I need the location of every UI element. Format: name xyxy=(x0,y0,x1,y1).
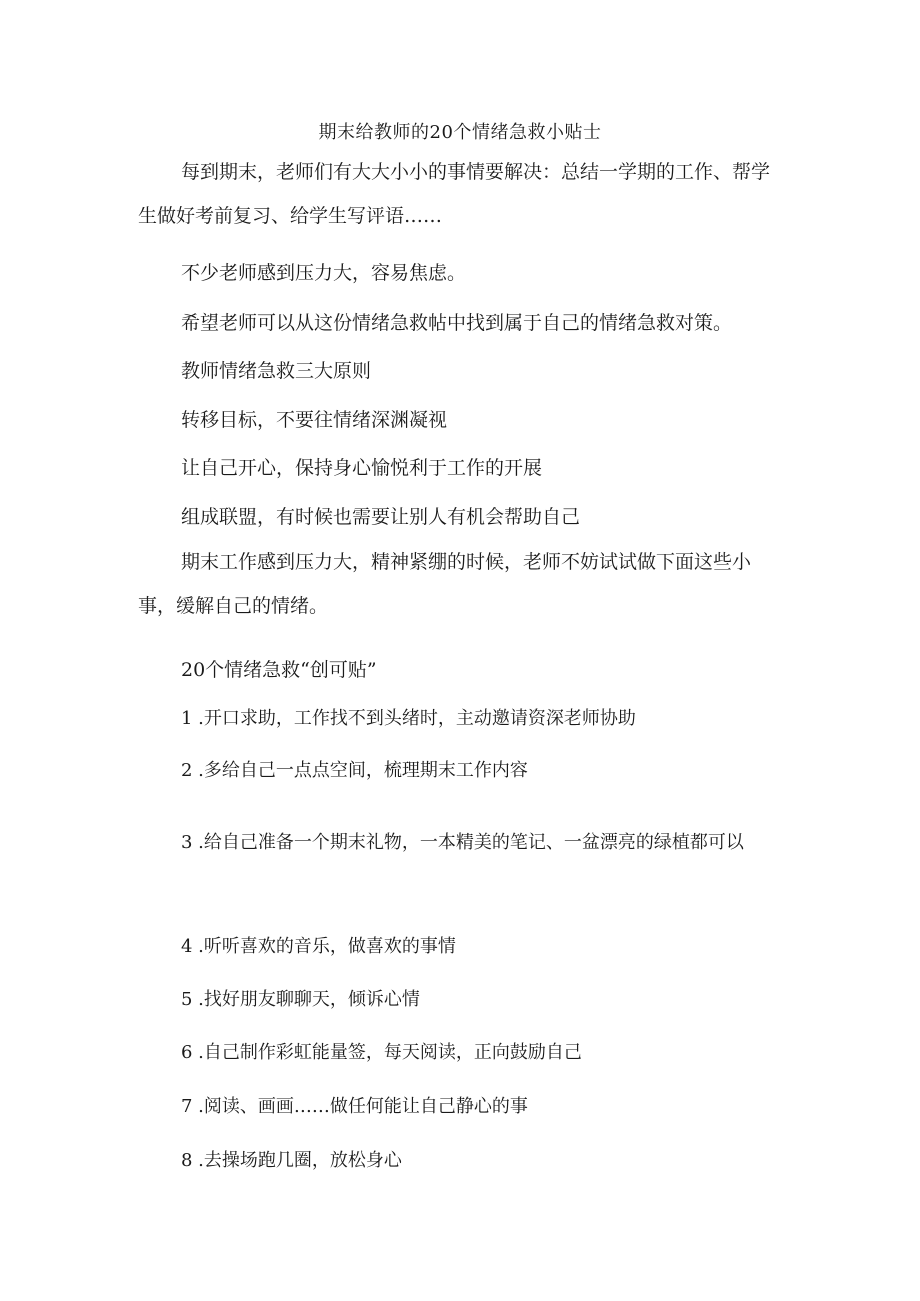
principle-item: 转移目标，不要往情绪深渊凝视 xyxy=(181,409,448,431)
tip-item: 1 .开口求助，工作找不到头绪时，主动邀请资深老师协助 xyxy=(181,708,636,729)
tip-item: 8 .去操场跑几圈，放松身心 xyxy=(181,1150,402,1171)
principle-item: 让自己开心，保持身心愉悦利于工作的开展 xyxy=(181,457,543,479)
hope-paragraph: 希望老师可以从这份情绪急救帖中找到属于自己的情绪急救对策。 xyxy=(181,312,733,334)
transition-paragraph: 期末工作感到压力大，精神紧绷的时候，老师不妨试试做下面这些小事，缓解自己的情绪。 xyxy=(138,551,752,617)
tip-item: 6 .自己制作彩虹能量签，每天阅读，正向鼓励自己 xyxy=(181,1042,582,1063)
intro-paragraph: 每到期末，老师们有大大小小的事情要解决：总结一学期的工作、帮学生做好考前复习、给学生写评语…… xyxy=(138,161,771,227)
tip-item: 2 .多给自己一点点空间，梳理期末工作内容 xyxy=(181,760,528,781)
principle-item: 组成联盟，有时候也需要让别人有机会帮助自己 xyxy=(181,506,581,528)
tip-item: 5 .找好朋友聊聊天，倾诉心情 xyxy=(181,989,420,1010)
document-title: 期末给教师的20个情绪急救小贴士 xyxy=(318,122,602,143)
pressure-paragraph: 不少老师感到压力大，容易焦虑。 xyxy=(181,262,467,284)
tip-item: 3 .给自己准备一个期末礼物，一本精美的笔记、一盆漂亮的绿植都可以 xyxy=(181,832,744,853)
principles-heading: 教师情绪急救三大原则 xyxy=(181,360,372,382)
tips-heading: 20个情绪急救“创可贴” xyxy=(181,659,377,681)
tip-item: 7 .阅读、画画……做任何能让自己静心的事 xyxy=(181,1096,528,1117)
tip-item: 4 .听听喜欢的音乐，做喜欢的事情 xyxy=(181,936,456,957)
